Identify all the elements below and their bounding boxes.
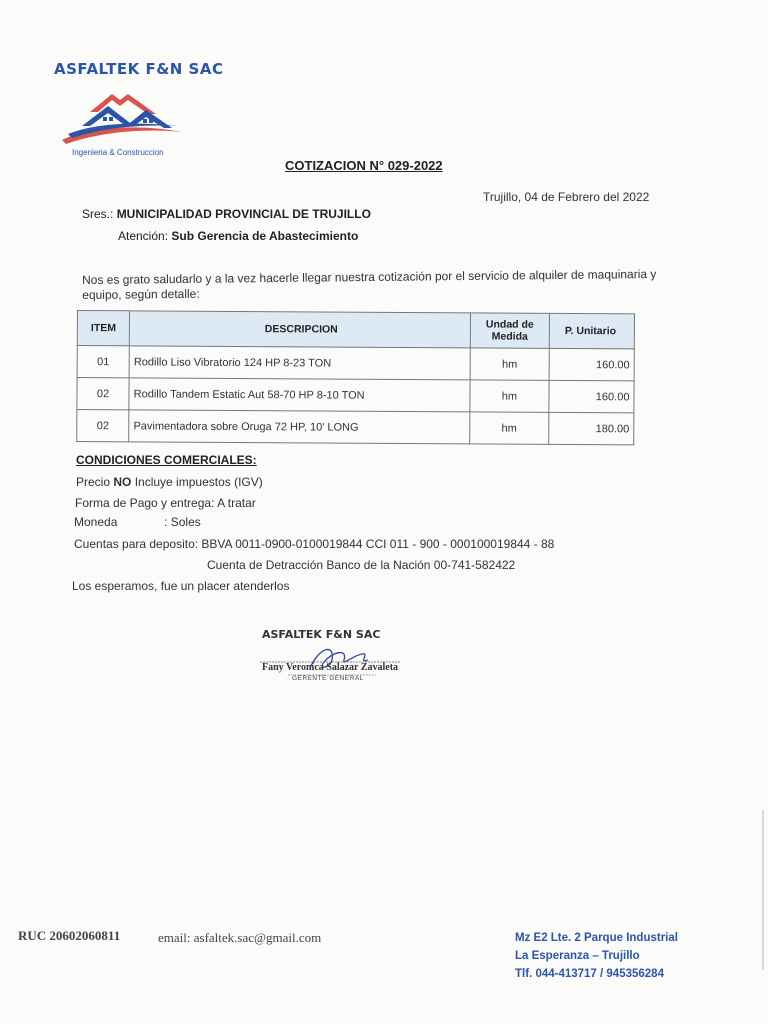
currency-label: Moneda: [74, 515, 118, 529]
table-row: [77, 346, 634, 381]
footer-ruc: RUC 20602060811: [18, 928, 121, 943]
scan-edge-mark: [762, 810, 764, 970]
quote-title: COTIZACION N° 029-2022: [285, 158, 443, 173]
header-unit-line2: Medida: [491, 330, 528, 343]
recipient: [82, 207, 371, 221]
price-suffix: Incluye impuestos (IGV): [134, 475, 263, 489]
price-bold: NO: [113, 475, 132, 489]
company-name: ASFALTEK F&N SAC: [54, 60, 224, 78]
signature-role: GERENTE GENERAL: [292, 675, 364, 682]
row-unit: hm: [469, 380, 549, 412]
row-item: 02: [77, 410, 129, 442]
address-line2: La Esperanza – Trujillo: [515, 950, 640, 962]
table-row: [77, 378, 634, 413]
attention: [118, 229, 358, 243]
signature-company: ASFALTEK F&N SAC: [262, 628, 381, 641]
company-tagline: Ingenieria & Construccion: [72, 148, 164, 157]
attention-name: Sub Gerencia de Abastecimiento: [171, 229, 359, 243]
price-prefix: Precio: [76, 475, 111, 489]
conditions-heading: CONDICIONES COMERCIALES:: [76, 453, 257, 467]
header-unit-line1: Undad de: [485, 318, 534, 331]
header-unit: [470, 313, 550, 348]
closing-line: Los esperamos, fue un placer atenderlos: [72, 579, 290, 593]
currency-value: : Soles: [164, 515, 201, 529]
condition-currency: [74, 515, 201, 529]
table-header-row: [77, 311, 634, 349]
signature-name: Fany Veronica Salazar Zavaleta: [262, 662, 399, 673]
table-row: [77, 410, 634, 445]
condition-detraction: Cuenta de Detracción Banco de la Nación 00-741-582422: [207, 558, 516, 572]
recipient-name: MUNICIPALIDAD PROVINCIAL DE TRUJILLO: [116, 207, 371, 221]
row-unit: hm: [469, 412, 549, 444]
row-item: 02: [77, 378, 129, 410]
header-price: P. Unitario: [550, 313, 635, 349]
condition-price: [76, 475, 263, 489]
row-item: 01: [77, 346, 129, 378]
condition-payment: Forma de Pago y entrega: A tratar: [75, 496, 256, 510]
header-item: ITEM: [77, 311, 129, 346]
footer-phone: Tlf. 044-413717 / 945356284: [515, 968, 664, 980]
footer-email: email: asfaltek.sac@gmail.com: [158, 930, 322, 945]
document-date: Trujillo, 04 de Febrero del 2022: [483, 190, 650, 204]
row-unit: hm: [470, 348, 550, 380]
attention-label: Atención:: [118, 229, 169, 243]
intro-paragraph: Nos es grato saludarlo y a la vez hacerle llegar nuestra cotización por el servicio de alquiler de maquinaria y equipo, según detalle:: [82, 266, 657, 302]
footer-address: [515, 929, 678, 983]
row-price: 160.00: [549, 348, 634, 381]
row-description: Rodillo Tandem Estatic Aut 58-70 HP 8-10 TON: [129, 378, 470, 412]
row-description: Pavimentadora sobre Oruga 72 HP, 10' LONG: [129, 410, 470, 444]
row-description: Rodillo Liso Vibratorio 124 HP 8-23 TON: [129, 346, 470, 380]
row-price: 180.00: [549, 412, 634, 445]
header-description: DESCRIPCION: [129, 311, 470, 348]
row-price: 160.00: [549, 380, 634, 413]
condition-accounts: Cuentas para deposito: BBVA 0011-0900-0100019844 CCI 011 - 900 - 000100019844 - 88: [74, 537, 555, 551]
quote-table: [76, 310, 635, 445]
address-line1: Mz E2 Lte. 2 Parque Industrial: [515, 932, 678, 944]
company-logo: [60, 88, 185, 148]
recipient-label: Sres.:: [82, 207, 114, 221]
